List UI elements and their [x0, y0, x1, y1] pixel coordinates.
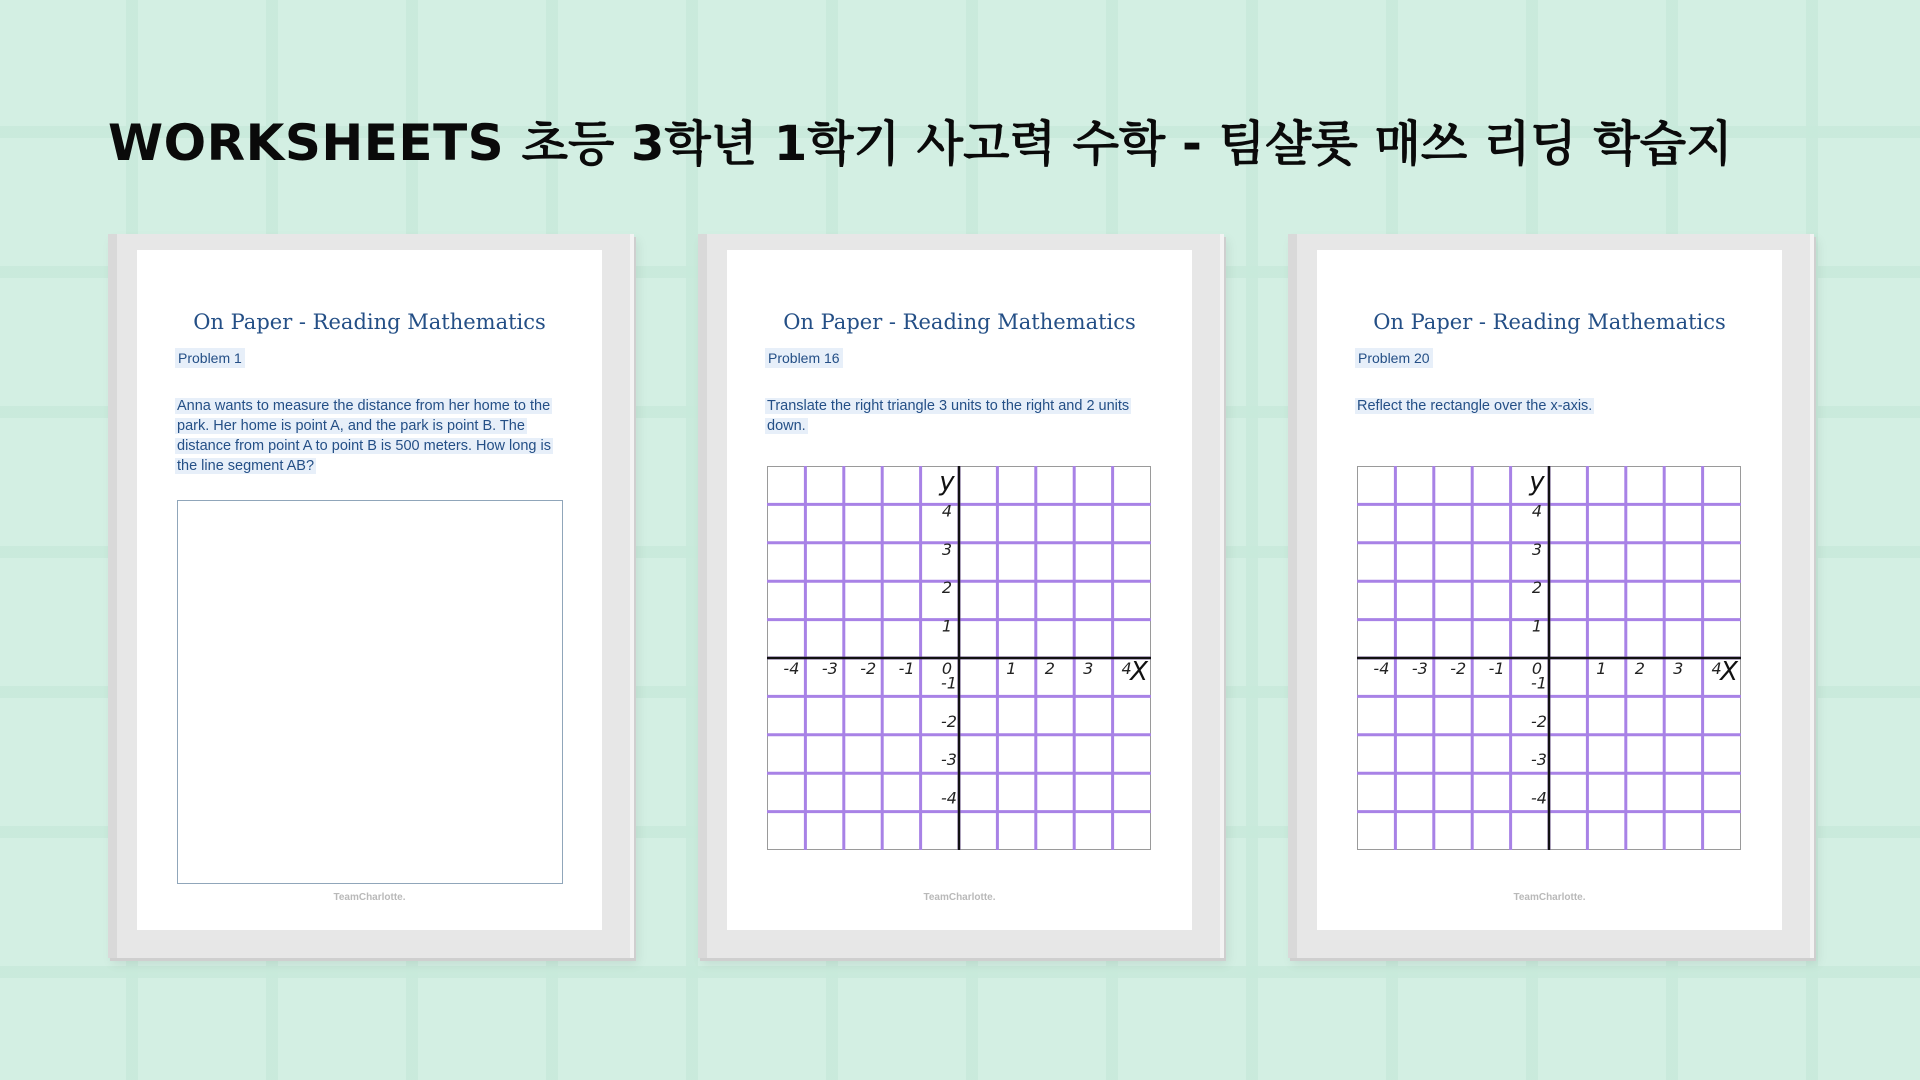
y-tick-label: 4	[1531, 501, 1543, 521]
grid-svg	[767, 466, 1151, 850]
problem-text-content: Anna wants to measure the distance from her home to the park. Her home is point A, and the park is point B. The distance from point A to point B is 500 meters. How long is the line segment AB?	[177, 398, 551, 474]
x-tick-label: 2	[1044, 659, 1055, 678]
y-tick-label: -3	[1531, 750, 1547, 770]
x-tick-label: 2	[1634, 659, 1645, 678]
x-axis-label: X	[1720, 657, 1738, 687]
y-tick-label: 3	[1531, 539, 1543, 559]
worksheet-page	[727, 250, 1192, 930]
title-subtitle: 초등 3학년 1학기 사고력 수학 - 팀샬롯 매쓰 리딩 학습지	[521, 116, 1733, 172]
x-tick-label: -1	[1488, 659, 1505, 678]
worksheet-page	[137, 250, 602, 930]
problem-text	[765, 396, 1155, 436]
problem-label: Problem 1	[175, 348, 245, 368]
worksheet-title: On Paper - Reading Mathematics	[1373, 310, 1726, 334]
x-tick-label: -4	[1373, 659, 1390, 678]
footer-logo: TeamCharlotte.	[1513, 892, 1586, 903]
x-tick-label: -1	[898, 659, 915, 678]
problem-text	[175, 396, 565, 476]
x-tick-label: 4	[1711, 659, 1722, 678]
y-tick-label: -3	[941, 750, 957, 770]
title-brand: WORKSHEETS	[108, 114, 505, 172]
y-axis-label: y	[939, 467, 955, 497]
y-tick-label: -4	[1531, 788, 1547, 808]
y-tick-label: 1	[941, 616, 953, 636]
x-tick-label: 3	[1083, 659, 1094, 678]
y-tick-label: -1	[1531, 673, 1547, 693]
worksheet-card-2[interactable]	[698, 234, 1224, 958]
problem-text-content: Reflect the rectangle over the x-axis.	[1357, 398, 1593, 414]
x-tick-label: -2	[860, 659, 877, 678]
x-tick-label: 1	[1006, 659, 1017, 678]
x-tick-label: 0	[1531, 659, 1543, 678]
y-tick-label: 2	[941, 578, 953, 598]
footer-logo: TeamCharlotte.	[923, 892, 996, 903]
problem-label: Problem 20	[1355, 348, 1433, 368]
page-title	[108, 108, 1732, 179]
x-tick-label: 0	[941, 659, 953, 678]
y-axis-label: y	[1529, 467, 1545, 497]
x-tick-label: -2	[1450, 659, 1467, 678]
problem-text-content: Translate the right triangle 3 units to the right and 2 units down.	[767, 398, 1130, 434]
y-tick-label: -1	[941, 673, 957, 693]
y-tick-label: -4	[941, 788, 957, 808]
y-tick-label: 4	[941, 501, 953, 521]
grid-svg	[1357, 466, 1741, 850]
x-tick-label: 4	[1121, 659, 1132, 678]
footer-logo: TeamCharlotte.	[333, 892, 406, 903]
worksheet-title: On Paper - Reading Mathematics	[783, 310, 1136, 334]
x-axis-label: X	[1130, 657, 1148, 687]
x-tick-label: 3	[1673, 659, 1684, 678]
x-tick-label: 1	[1596, 659, 1607, 678]
x-tick-label: -4	[783, 659, 800, 678]
worksheet-title: On Paper - Reading Mathematics	[193, 310, 546, 334]
y-tick-label: 3	[941, 539, 953, 559]
coordinate-grid	[1357, 466, 1741, 850]
x-tick-label: -3	[1411, 659, 1428, 678]
worksheet-page	[1317, 250, 1782, 930]
y-tick-label: 2	[1531, 578, 1543, 598]
answer-box	[177, 500, 563, 884]
coordinate-grid	[767, 466, 1151, 850]
problem-label: Problem 16	[765, 348, 843, 368]
worksheet-card-3[interactable]	[1288, 234, 1814, 958]
y-tick-label: -2	[941, 711, 957, 731]
y-tick-label: 1	[1531, 616, 1543, 636]
problem-text	[1355, 396, 1745, 416]
x-tick-label: -3	[821, 659, 838, 678]
y-tick-label: -2	[1531, 711, 1547, 731]
worksheet-card-1[interactable]	[108, 234, 634, 958]
